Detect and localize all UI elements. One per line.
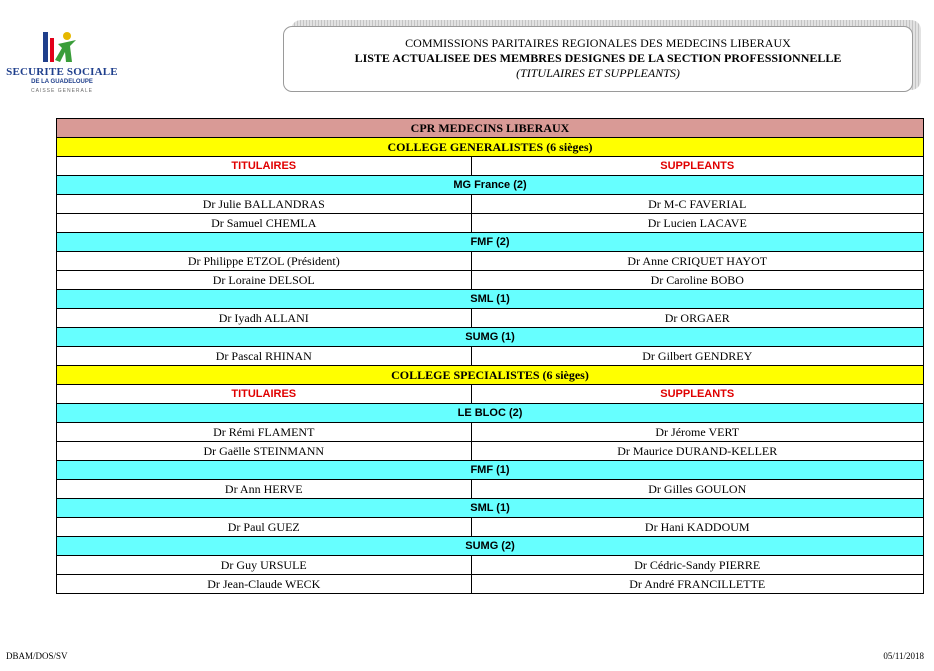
header-line-2: LISTE ACTUALISEE DES MEMBRES DESIGNES DE LA SECTION PROFESSIONNELLE <box>354 51 842 65</box>
union-header-row <box>57 404 924 423</box>
titulaire-name: Dr Jean-Claude WECK <box>57 575 472 594</box>
union-header-row <box>57 537 924 556</box>
titulaires-header: TITULAIRES <box>57 157 472 176</box>
titulaire-name: Dr Iyadh ALLANI <box>57 309 472 328</box>
union-header-row <box>57 328 924 347</box>
titulaires-header: TITULAIRES <box>57 385 472 404</box>
member-row <box>57 480 924 499</box>
union-header-row <box>57 461 924 480</box>
member-row <box>57 518 924 537</box>
union-name: LE BLOC (2) <box>57 404 924 423</box>
suppleant-name: Dr Gilles GOULON <box>471 480 923 499</box>
suppleant-name: Dr Jérome VERT <box>471 423 923 442</box>
union-name: SUMG (1) <box>57 328 924 347</box>
header-line-1: COMMISSIONS PARITAIRES REGIONALES DES MEDECINS LIBERAUX <box>405 36 791 50</box>
suppleant-name: Dr M-C FAVERIAL <box>471 195 923 214</box>
suppleant-name: Dr Gilbert GENDREY <box>471 347 923 366</box>
union-name: SML (1) <box>57 499 924 518</box>
union-name: FMF (2) <box>57 233 924 252</box>
logo-figure-icon <box>40 30 80 68</box>
college-name: COLLEGE GENERALISTES (6 sièges) <box>57 138 924 157</box>
suppleants-header: SUPPLEANTS <box>471 385 923 404</box>
footer-date: 05/11/2018 <box>883 651 924 661</box>
member-row <box>57 252 924 271</box>
suppleant-name: Dr Anne CRIQUET HAYOT <box>471 252 923 271</box>
titulaire-name: Dr Philippe ETZOL (Président) <box>57 252 472 271</box>
suppleant-name: Dr Caroline BOBO <box>471 271 923 290</box>
footer-reference: DBAM/DOS/SV <box>6 651 68 661</box>
union-name: FMF (1) <box>57 461 924 480</box>
members-table <box>56 118 924 594</box>
suppleant-name: Dr ORGAER <box>471 309 923 328</box>
titulaire-name: Dr Rémi FLAMENT <box>57 423 472 442</box>
college-header-row <box>57 366 924 385</box>
college-header-row <box>57 138 924 157</box>
titulaire-name: Dr Paul GUEZ <box>57 518 472 537</box>
member-row <box>57 442 924 461</box>
union-header-row <box>57 176 924 195</box>
member-row <box>57 556 924 575</box>
titulaire-name: Dr Loraine DELSOL <box>57 271 472 290</box>
titulaire-name: Dr Samuel CHEMLA <box>57 214 472 233</box>
logo-subtitle: DE LA GUADELOUPE <box>31 79 93 85</box>
union-name: SML (1) <box>57 290 924 309</box>
table-title-row <box>57 119 924 138</box>
titulaire-name: Dr Ann HERVE <box>57 480 472 499</box>
union-name: MG France (2) <box>57 176 924 195</box>
table-title: CPR MEDECINS LIBERAUX <box>57 119 924 138</box>
titulaire-name: Dr Pascal RHINAN <box>57 347 472 366</box>
titulaire-name: Dr Julie BALLANDRAS <box>57 195 472 214</box>
member-row <box>57 214 924 233</box>
logo-title: SECURITE SOCIALE <box>6 66 118 78</box>
union-header-row <box>57 233 924 252</box>
member-row <box>57 271 924 290</box>
member-row <box>57 347 924 366</box>
logo-tagline: CAISSE GENERALE <box>31 88 93 94</box>
member-row <box>57 575 924 594</box>
member-row <box>57 423 924 442</box>
member-row <box>57 309 924 328</box>
titulaire-name: Dr Guy URSULE <box>57 556 472 575</box>
header-line-3: (TITULAIRES ET SUPPLEANTS) <box>516 66 680 80</box>
suppleant-name: Dr Maurice DURAND-KELLER <box>471 442 923 461</box>
suppleant-name: Dr Lucien LACAVE <box>471 214 923 233</box>
column-header-row <box>57 157 924 176</box>
member-row <box>57 195 924 214</box>
column-header-row <box>57 385 924 404</box>
union-header-row <box>57 290 924 309</box>
titulaire-name: Dr Gaëlle STEINMANN <box>57 442 472 461</box>
document-header <box>283 26 913 92</box>
college-name: COLLEGE SPECIALISTES (6 sièges) <box>57 366 924 385</box>
securite-sociale-logo <box>6 30 118 98</box>
suppleant-name: Dr Cédric-Sandy PIERRE <box>471 556 923 575</box>
suppleants-header: SUPPLEANTS <box>471 157 923 176</box>
suppleant-name: Dr André FRANCILLETTE <box>471 575 923 594</box>
union-header-row <box>57 499 924 518</box>
suppleant-name: Dr Hani KADDOUM <box>471 518 923 537</box>
union-name: SUMG (2) <box>57 537 924 556</box>
